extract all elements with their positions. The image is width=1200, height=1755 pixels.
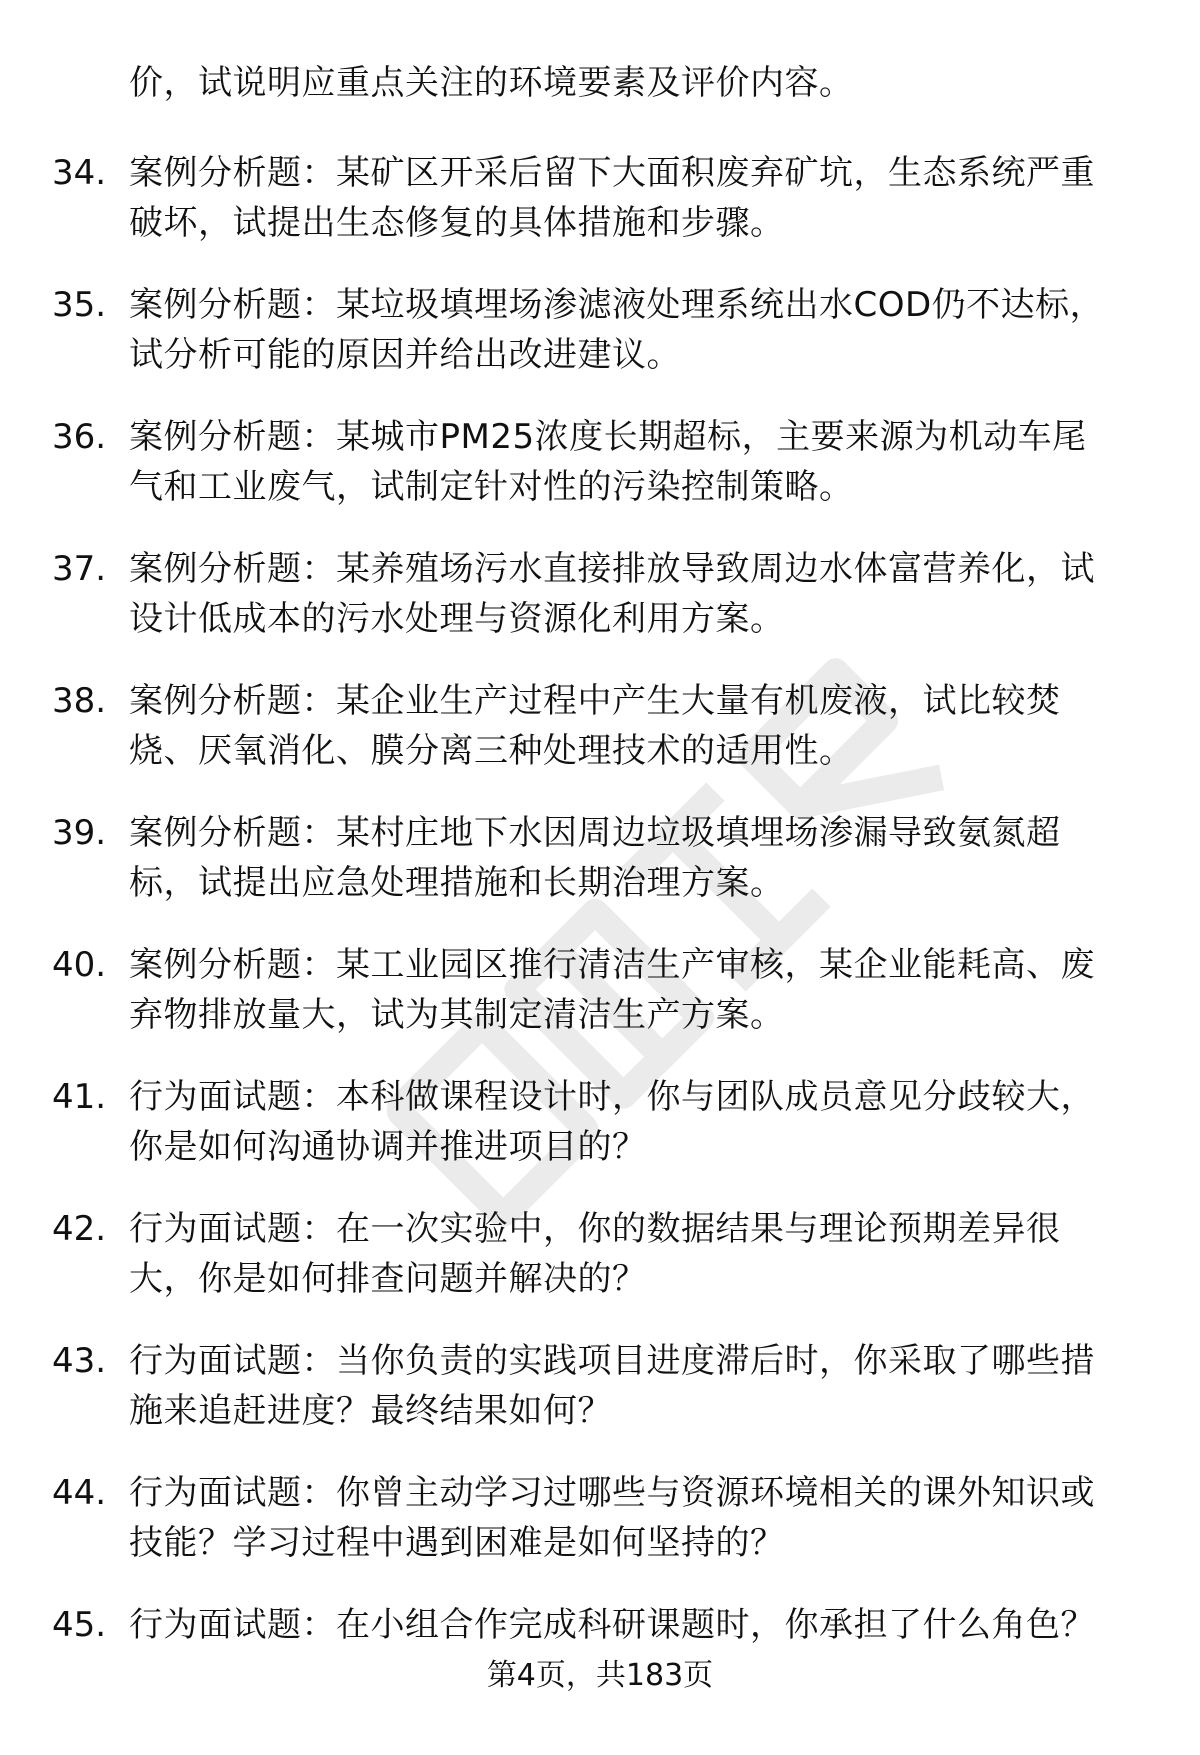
question-text — [129, 1468, 1149, 1568]
question-item — [0, 1468, 1200, 1568]
question-text — [129, 940, 1149, 1040]
question-item — [0, 280, 1200, 380]
question-text-line: 弃物排放量大，试为其制定清洁生产方案。 — [129, 995, 785, 1035]
question-text — [129, 1072, 1149, 1172]
question-item — [0, 1072, 1200, 1172]
question-number: 34. — [52, 153, 107, 193]
question-number: 45. — [52, 1605, 107, 1645]
question-text-line: 你是如何沟通协调并推进项目的？ — [129, 1127, 647, 1167]
question-text — [129, 148, 1149, 248]
question-text-line: 案例分析题：某矿区开采后留下大面积废弃矿坑，生态系统严重 — [129, 153, 1095, 193]
question-item — [0, 1336, 1200, 1436]
question-text-line: 案例分析题：某企业生产过程中产生大量有机废液，试比较焚 — [129, 681, 1061, 721]
question-text-line: 案例分析题：某城市PM25浓度长期超标，主要来源为机动车尾 — [129, 417, 1087, 457]
question-text-line: 大，你是如何排查问题并解决的？ — [129, 1259, 647, 1299]
question-text-line: 行为面试题：你曾主动学习过哪些与资源环境相关的课外知识或 — [129, 1473, 1095, 1513]
question-number: 37. — [52, 549, 107, 589]
question-text-line: 行为面试题：在一次实验中，你的数据结果与理论预期差异很 — [129, 1209, 1061, 1249]
question-number: 43. — [52, 1341, 107, 1381]
question-text-line: 施来追赶进度？最终结果如何？ — [129, 1391, 612, 1431]
question-text-line: 破坏，试提出生态修复的具体措施和步骤。 — [129, 203, 785, 243]
question-item — [0, 808, 1200, 908]
question-text-line: 设计低成本的污水处理与资源化利用方案。 — [129, 599, 785, 639]
question-number: 41. — [52, 1077, 107, 1117]
question-number: 42. — [52, 1209, 107, 1249]
question-text — [129, 1336, 1149, 1436]
question-text-line: 行为面试题：当你负责的实践项目进度滞后时，你采取了哪些措 — [129, 1341, 1095, 1381]
question-item — [0, 1204, 1200, 1304]
question-text-line: 行为面试题：在小组合作完成科研课题时，你承担了什么角色？ — [129, 1605, 1095, 1645]
question-number: 36. — [52, 417, 107, 457]
question-text-line: 气和工业废气，试制定针对性的污染控制策略。 — [129, 467, 854, 507]
question-number: 35. — [52, 285, 107, 325]
question-item — [0, 148, 1200, 248]
question-item — [0, 940, 1200, 1040]
question-list — [0, 148, 1200, 1732]
question-text — [129, 1600, 1149, 1650]
question-number: 38. — [52, 681, 107, 721]
question-text — [129, 808, 1149, 908]
question-text-line: 试分析可能的原因并给出改进建议。 — [129, 335, 681, 375]
question-text — [129, 676, 1149, 776]
question-text-line: 烧、厌氧消化、膜分离三种处理技术的适用性。 — [129, 731, 854, 771]
question-text-line: 案例分析题：某工业园区推行清洁生产审核，某企业能耗高、废 — [129, 945, 1095, 985]
question-text — [129, 280, 1149, 380]
question-item — [0, 676, 1200, 776]
question-text-line: 案例分析题：某养殖场污水直接排放导致周边水体富营养化，试 — [129, 549, 1095, 589]
page-number: 第4页，共183页 — [486, 1658, 714, 1693]
question-text-line: 技能？学习过程中遇到困难是如何坚持的？ — [129, 1523, 785, 1563]
question-number: 39. — [52, 813, 107, 853]
question-text — [129, 412, 1149, 512]
question-text-line: 标，试提出应急处理措施和长期治理方案。 — [129, 863, 785, 903]
continued-question-text: 价，试说明应重点关注的环境要素及评价内容。 — [129, 63, 854, 103]
question-number: 44. — [52, 1473, 107, 1513]
question-text — [129, 544, 1149, 644]
question-number: 40. — [52, 945, 107, 985]
question-text-line: 案例分析题：某村庄地下水因周边垃圾填埋场渗漏导致氨氮超 — [129, 813, 1061, 853]
question-text-line: 案例分析题：某垃圾填埋场渗滤液处理系统出水COD仍不达标， — [129, 285, 1105, 325]
question-item — [0, 544, 1200, 644]
question-text — [129, 1204, 1149, 1304]
question-item — [0, 412, 1200, 512]
question-text-line: 行为面试题：本科做课程设计时，你与团队成员意见分歧较大， — [129, 1077, 1095, 1117]
